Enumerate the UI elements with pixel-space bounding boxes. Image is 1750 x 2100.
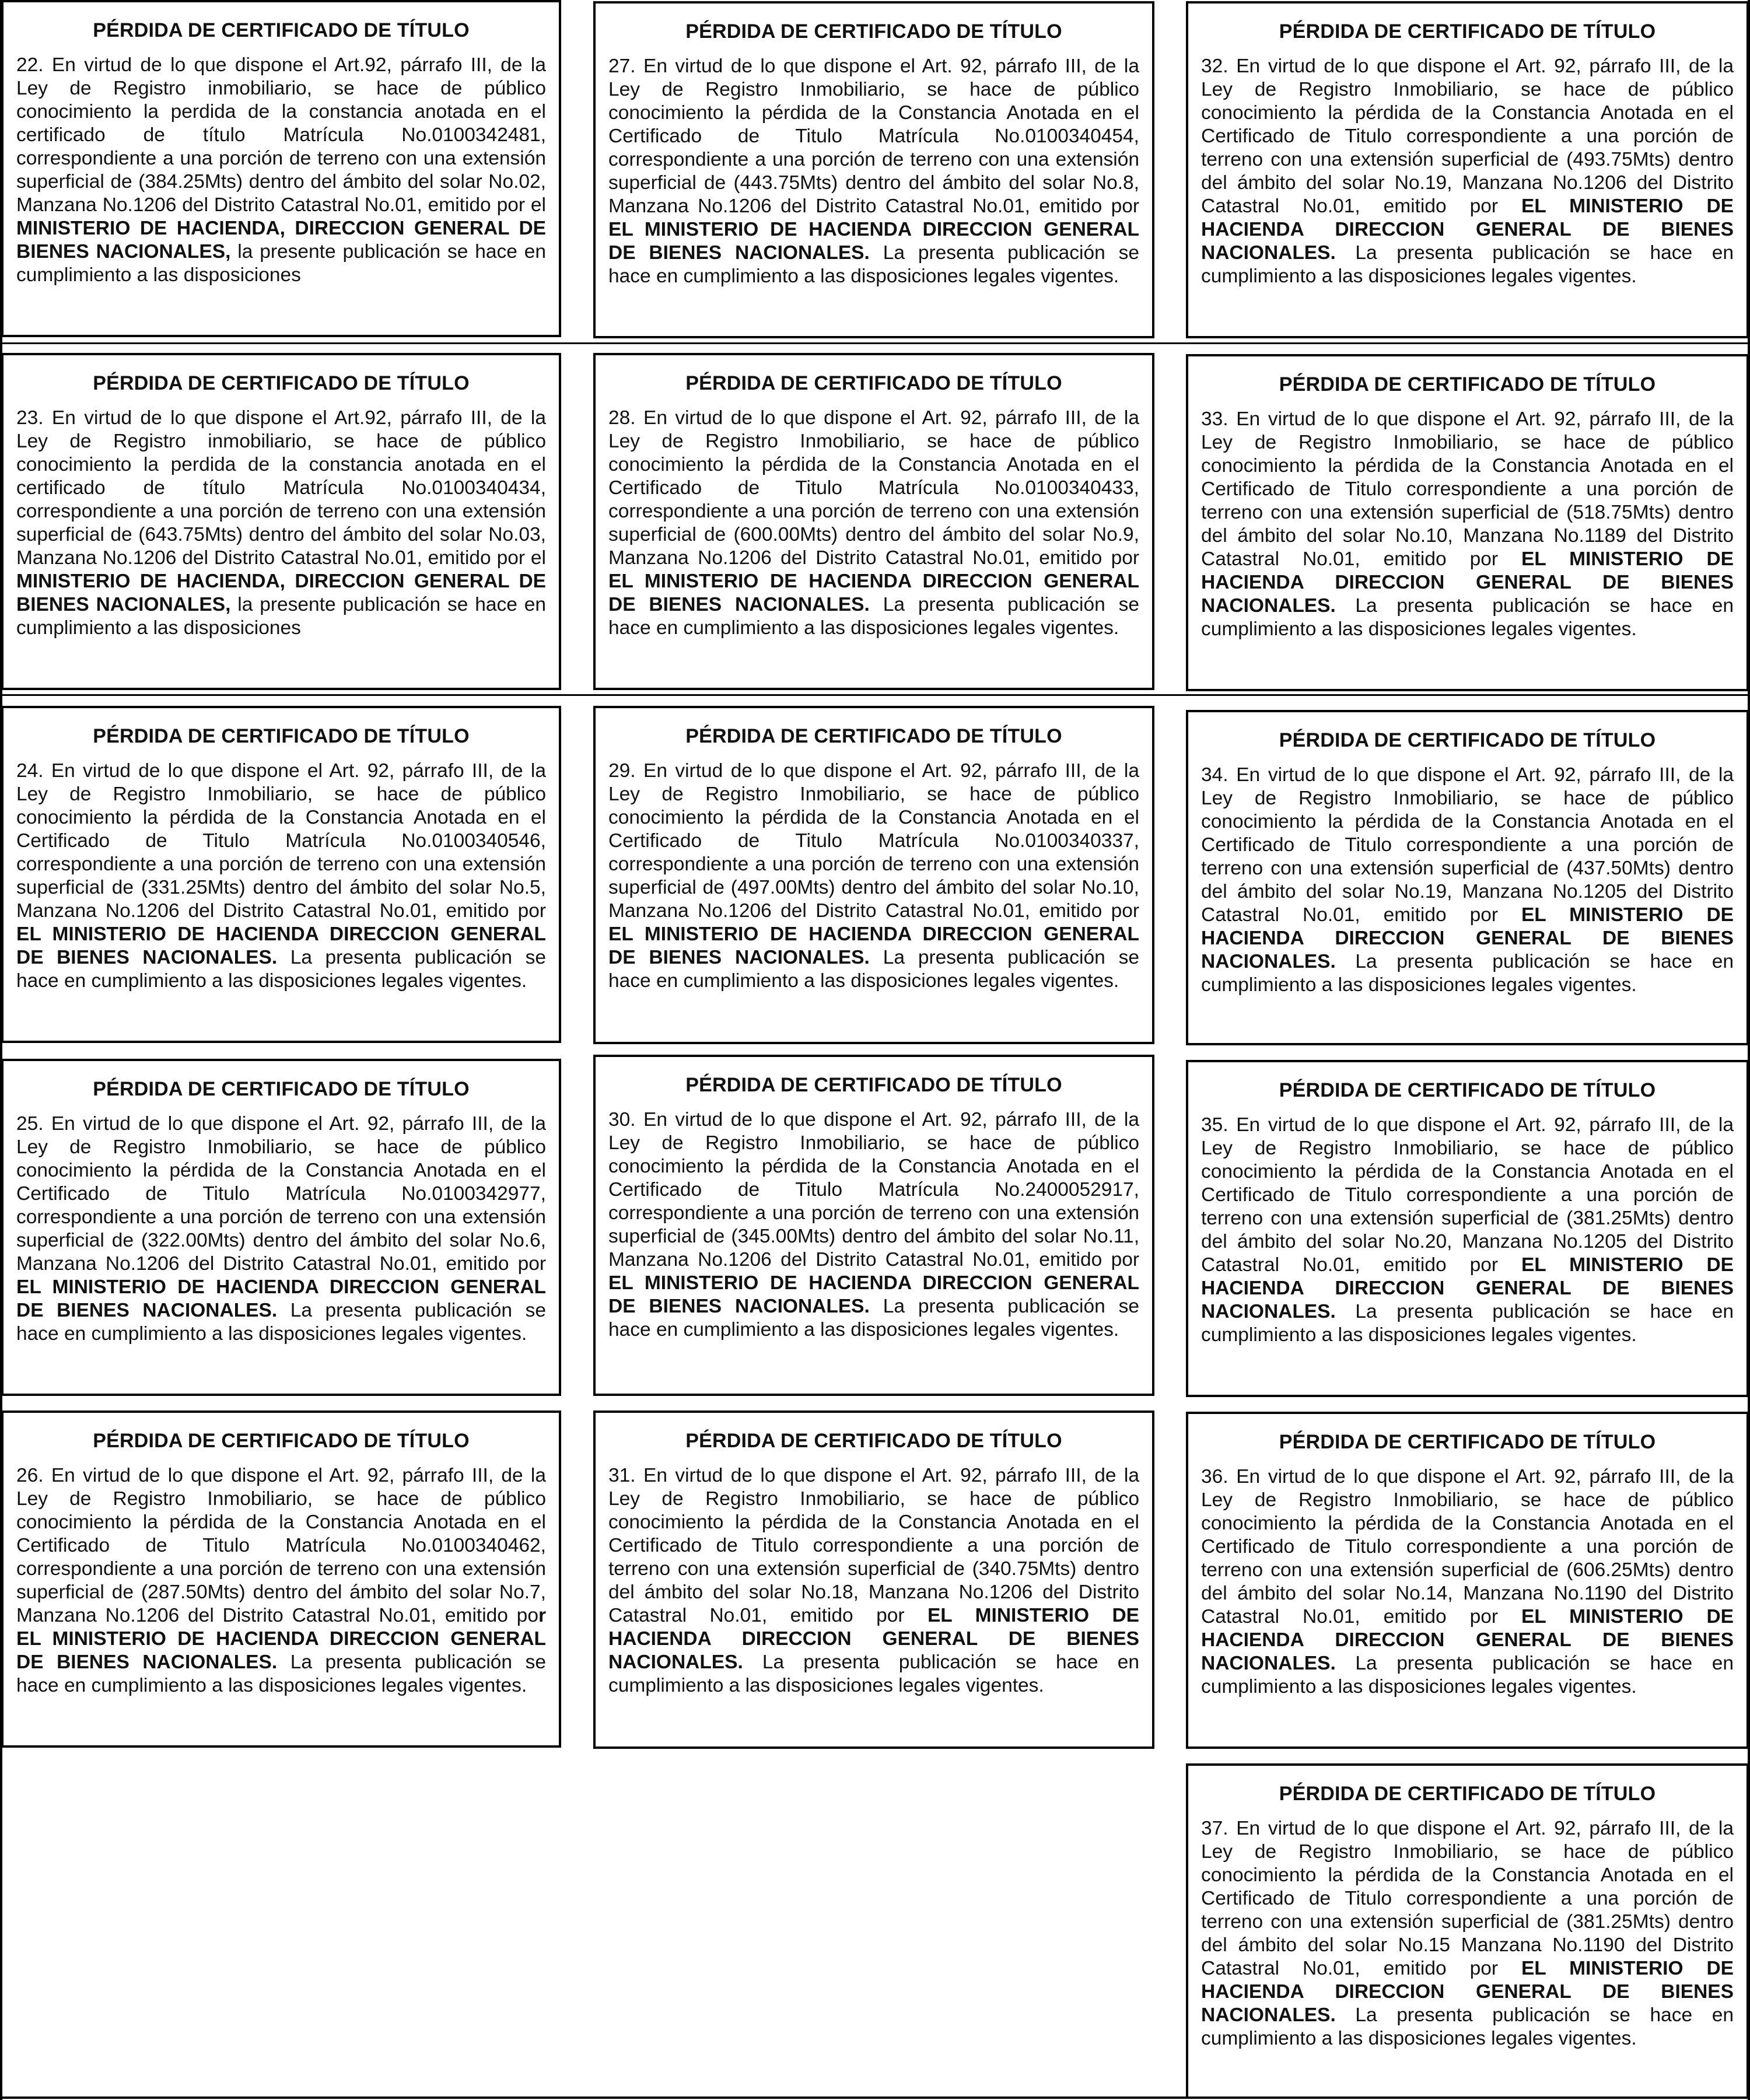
notice-issuer: EL MINISTERIO DE HACIENDA DIRECCION GENERAL DE BIENES NACIONALES. — [1201, 1958, 1734, 2026]
notice-issuer: EL MINISTERIO DE HACIENDA DIRECCION GENERAL DE BIENES NACIONALES. — [608, 923, 1139, 968]
notice-28 — [593, 353, 1154, 690]
notice-issuer: EL MINISTERIO DE HACIENDA DIRECCION GENERAL DE BIENES NACIONALES. — [1201, 1606, 1734, 1674]
notice-title: PÉRDIDA DE CERTIFICADO DE TÍTULO — [1279, 1783, 1656, 1805]
notice-text-end: La presenta publicación se hace en cumplimiento a las disposiciones legales vigentes. — [608, 594, 1139, 639]
notice-title: PÉRDIDA DE CERTIFICADO DE TÍTULO — [93, 372, 470, 394]
notice-text-end: La presenta publicación se hace en cumplimiento a las disposiciones legales vigentes. — [608, 947, 1139, 992]
notice-title: PÉRDIDA DE CERTIFICADO DE TÍTULO — [1279, 20, 1656, 43]
notice-text-start: 34. En virtud de lo que dispone el Art. 92, párrafo III, de la Ley de Registro Inmobiliario, se hace de público conocimiento la pérdida de la Constancia Anotada en el Certificado de Titulo correspondiente a una porción de terreno con una extensión superficial de (437.50Mts) dentro del ámbito del solar No.19, Manzana No.1205 del Distrito Catastral No.01, emitido por — [1201, 764, 1734, 926]
notice-26 — [1, 1410, 561, 1748]
notice-text-start: 33. En virtud de lo que dispone el Art. 92, párrafo III, de la Ley de Registro Inmobiliario, se hace de público conocimiento la pérdida de la Constancia Anotada en el Certificado de Titulo correspondiente a una porción de terreno con una extensión superficial de (518.75Mts) dentro del ámbito del solar No.10, Manzana No.1189 del Distrito Catastral No.01, emitido por — [1201, 408, 1734, 570]
row-rule-2 — [0, 694, 1750, 696]
notice-text-end: La presenta publicación se hace en cumplimiento a las disposiciones legales vigentes. — [1201, 242, 1734, 287]
notice-text-end: La presenta publicación se hace en cumplimiento a las disposiciones legales vigentes. — [1201, 595, 1734, 640]
notice-title: PÉRDIDA DE CERTIFICADO DE TÍTULO — [93, 1078, 470, 1100]
notice-issuer: EL MINISTERIO DE HACIENDA DIRECCION GENERAL DE BIENES NACIONALES. — [1201, 1254, 1734, 1322]
notice-issuer: EL MINISTERIO DE HACIENDA DIRECCION GENERAL DE BIENES NACIONALES. — [608, 570, 1139, 615]
notice-title: PÉRDIDA DE CERTIFICADO DE TÍTULO — [685, 20, 1062, 43]
notice-text-start: 26. En virtud de lo que dispone el Art. 92, párrafo III, de la Ley de Registro Inmobiliario, se hace de público conocimiento la pérdida de la Constancia Anotada en el Certificado de Titulo Matrícula No.0100340462, correspondiente a una porción de terreno con una extensión superficial de (287.50Mts) dentro del ámbito del solar No.7, Manzana No.1206 del Distrito Catastral No.01, emitido po — [16, 1465, 546, 1626]
notice-text-start: 30. En virtud de lo que dispone el Art. 92, párrafo III, de la Ley de Registro Inmobiliario, se hace de público conocimiento la pérdida de la Constancia Anotada en el Certificado de Titulo Matrícula No.2400052917, correspondiente a una porción de terreno con una extensión superficial de (345.00Mts) dentro del ámbito del solar No.11, Manzana No.1206 del Distrito Catastral No.01, emitido por — [608, 1109, 1139, 1270]
notice-title: PÉRDIDA DE CERTIFICADO DE TÍTULO — [1279, 373, 1656, 396]
notice-32 — [1186, 1, 1749, 338]
notice-text-end: La presenta publicación se hace en cumplimiento a las disposiciones legales vigentes. — [608, 242, 1139, 287]
notice-text-start: 32. En virtud de lo que dispone el Art. 92, párrafo III, de la Ley de Registro Inmobiliario, se hace de público conocimiento la pérdida de la Constancia Anotada en el Certificado de Titulo correspondiente a una porción de terreno con una extensión superficial de (493.75Mts) dentro del ámbito del solar No.19, Manzana No.1206 del Distrito Catastral No.01, emitido por — [1201, 55, 1734, 217]
notice-issuer: EL MINISTERIO DE HACIENDA DIRECCION GENERAL DE BIENES NACIONALES. — [608, 1605, 1140, 1673]
notice-text-start: 24. En virtud de lo que dispone el Art. 92, párrafo III, de la Ley de Registro Inmobiliario, se hace de público conocimiento la pérdida de la Constancia Anotada en el Certificado de Titulo Matrícula No.0100340546, correspondiente a una porción de terreno con una extensión superficial de (331.25Mts) dentro del ámbito del solar No.5, Manzana No.1206 del Distrito Catastral No.01, emitido por — [16, 760, 546, 922]
notice-36 — [1186, 1412, 1749, 1749]
notice-issuer: EL MINISTERIO DE HACIENDA DIRECCION GENERAL DE BIENES NACIONALES. — [1201, 548, 1734, 617]
notice-title: PÉRDIDA DE CERTIFICADO DE TÍTULO — [685, 725, 1062, 747]
notice-title: PÉRDIDA DE CERTIFICADO DE TÍTULO — [1279, 1431, 1656, 1453]
notice-issuer: MINISTERIO DE HACIENDA, DIRECCION GENERAL DE BIENES NACIONALES, — [16, 218, 546, 262]
notice-30 — [593, 1055, 1154, 1396]
notice-issuer: EL MINISTERIO DE HACIENDA DIRECCION GENERAL DE BIENES NACIONALES. — [16, 923, 546, 968]
notice-text-start: 23. En virtud de lo que dispone el Art.92, párrafo III, de la Ley de Registro inmobiliario, se hace de público conocimiento la perdida de la constancia anotada en el certificado de título Matrícula No.0100340434, correspondiente a una porción de terreno con una extensión superficial de (643.75Mts) dentro del ámbito del solar No.03, Manzana No.1206 del Distrito Catastral No.01, emitido por el — [16, 407, 546, 569]
notice-text-end: la presente publicación se hace en cumplimiento a las disposiciones — [16, 594, 546, 639]
notice-22 — [1, 0, 561, 337]
notice-text-start: 35. En virtud de lo que dispone el Art. 92, párrafo III, de la Ley de Registro Inmobiliario, se hace de público conocimiento la pérdida de la Constancia Anotada en el Certificado de Titulo correspondiente a una porción de terreno con una extensión superficial de (381.25Mts) dentro del ámbito del solar No.20, Manzana No.1205 del Distrito Catastral No.01, emitido por — [1201, 1114, 1734, 1276]
notice-34 — [1186, 710, 1749, 1045]
notice-body — [16, 1112, 546, 1346]
notice-body — [608, 55, 1139, 288]
notice-body — [16, 407, 546, 640]
notice-23 — [1, 353, 561, 690]
notice-body — [1201, 764, 1734, 997]
notice-33 — [1186, 354, 1749, 691]
row-rule-1 — [0, 342, 1750, 344]
notice-title: PÉRDIDA DE CERTIFICADO DE TÍTULO — [1279, 729, 1656, 751]
notice-text-start: 25. En virtud de lo que dispone el Art. 92, párrafo III, de la Ley de Registro Inmobiliario, se hace de público conocimiento la pérdida de la Constancia Anotada en el Certificado de Titulo Matrícula No.0100342977, correspondiente a una porción de terreno con una extensión superficial de (322.00Mts) dentro del ámbito del solar No.6, Manzana No.1206 del Distrito Catastral No.01, emitido por — [16, 1113, 546, 1275]
notice-text-end: La presenta publicación se hace en cumplimiento a las disposiciones legales vigentes. — [608, 1296, 1139, 1340]
notice-27 — [593, 1, 1154, 338]
notice-issuer: EL MINISTERIO DE HACIENDA DIRECCION GENERAL DE BIENES NACIONALES. — [16, 1276, 546, 1321]
notice-body — [608, 1464, 1139, 1698]
notice-text-end: La presenta publicación se hace en cumplimiento a las disposiciones legales vigentes. — [608, 1651, 1139, 1696]
notice-body — [1201, 1465, 1734, 1699]
notice-text-end: La presenta publicación se hace en cumplimiento a las disposiciones legales vigentes. — [1201, 951, 1734, 996]
notice-body — [1201, 55, 1734, 288]
notice-text-end: La presenta publicación se hace en cumplimiento a las disposiciones legales vigentes. — [16, 947, 546, 992]
notice-title: PÉRDIDA DE CERTIFICADO DE TÍTULO — [685, 1074, 1062, 1096]
notice-body — [1201, 408, 1734, 641]
notice-body — [608, 407, 1139, 640]
notice-text-end: La presenta publicación se hace en cumplimiento a las disposiciones legales vigentes. — [1201, 1301, 1734, 1346]
notice-title: PÉRDIDA DE CERTIFICADO DE TÍTULO — [685, 372, 1062, 394]
notice-text-start: 29. En virtud de lo que dispone el Art. 92, párrafo III, de la Ley de Registro Inmobiliario, se hace de público conocimiento la pérdida de la Constancia Anotada en el Certificado de Titulo Matrícula No.0100340337, correspondiente a una porción de terreno con una extensión superficial de (497.00Mts) dentro del ámbito del solar No.10, Manzana No.1206 del Distrito Catastral No.01, emitido por — [608, 760, 1139, 922]
notice-body — [608, 760, 1139, 993]
notice-text-start: 27. En virtud de lo que dispone el Art. 92, párrafo III, de la Ley de Registro Inmobiliario, se hace de público conocimiento la pérdida de la Constancia Anotada en el Certificado de Titulo Matrícula No.0100340454, correspondiente a una porción de terreno con una extensión superficial de (443.75Mts) dentro del ámbito del solar No.8, Manzana No.1206 del Distrito Catastral No.01, emitido por — [608, 55, 1139, 217]
notice-text-end: La presenta publicación se hace en cumplimiento a las disposiciones legales vigentes. — [1201, 2004, 1734, 2049]
notice-29 — [593, 706, 1154, 1044]
notice-25 — [1, 1059, 561, 1396]
notice-37 — [1186, 1763, 1749, 2099]
notice-31 — [593, 1410, 1154, 1749]
notice-body — [608, 1108, 1139, 1342]
notice-text-end: la presente publicación se hace en cumplimiento a las disposiciones — [16, 241, 546, 286]
notice-text-end: La presenta publicación se hace en cumplimiento a las disposiciones legales vigentes. — [1201, 1653, 1734, 1698]
notice-body — [16, 760, 546, 993]
notice-body — [16, 54, 546, 287]
notice-issuer: MINISTERIO DE HACIENDA, DIRECCION GENERAL DE BIENES NACIONALES, — [16, 570, 546, 615]
notice-body — [16, 1464, 546, 1698]
notice-title: PÉRDIDA DE CERTIFICADO DE TÍTULO — [685, 1430, 1062, 1452]
notice-text-end: La presenta publicación se hace en cumplimiento a las disposiciones legales vigentes. — [16, 1651, 546, 1696]
notice-title: PÉRDIDA DE CERTIFICADO DE TÍTULO — [93, 19, 470, 41]
notice-text-start: 28. En virtud de lo que dispone el Art. 92, párrafo III, de la Ley de Registro Inmobiliario, se hace de público conocimiento la pérdida de la Constancia Anotada en el Certificado de Titulo Matrícula No.0100340433, correspondiente a una porción de terreno con una extensión superficial de (600.00Mts) dentro del ámbito del solar No.9, Manzana No.1206 del Distrito Catastral No.01, emitido por — [608, 407, 1139, 569]
notice-text-start: 37. En virtud de lo que dispone el Art. 92, párrafo III, de la Ley de Registro Inmobiliario, se hace de público conocimiento la pérdida de la Constancia Anotada en el Certificado de Titulo correspondiente a una porción de terreno con una extensión superficial de (381.25Mts) dentro del ámbito del solar No.15 Manzana No.1190 del Distrito Catastral No.01, emitido por — [1201, 1818, 1734, 1979]
notice-title: PÉRDIDA DE CERTIFICADO DE TÍTULO — [93, 725, 470, 747]
notice-text-start: 36. En virtud de lo que dispone el Art. 92, párrafo III, de la Ley de Registro Inmobiliario, se hace de público conocimiento la pérdida de la Constancia Anotada en el Certificado de Titulo correspondiente a una porción de terreno con una extensión superficial de (606.25Mts) dentro del ámbito del solar No.14, Manzana No.1190 del Distrito Catastral No.01, emitido por — [1201, 1466, 1734, 1628]
notice-body — [1201, 1114, 1734, 1347]
notice-text-start: 31. En virtud de lo que dispone el Art. 92, párrafo III, de la Ley de Registro Inmobiliario, se hace de público conocimiento la pérdida de la Constancia Anotada en el Certificado de Titulo correspondiente a una porción de terreno con una extensión superficial de (340.75Mts) dentro del ámbito del solar No.18, Manzana No.1206 del Distrito Catastral No.01, emitido por — [608, 1465, 1139, 1626]
notice-issuer: EL MINISTERIO DE HACIENDA DIRECCION GENERAL DE BIENES NACIONALES. — [608, 219, 1139, 264]
notice-issuer: EL MINISTERIO DE HACIENDA DIRECCION GENERAL DE BIENES NACIONALES. — [608, 1272, 1139, 1317]
notice-issuer: EL MINISTERIO DE HACIENDA DIRECCION GENERAL DE BIENES NACIONALES. — [1201, 195, 1734, 264]
notice-text-start: 22. En virtud de lo que dispone el Art.92, párrafo III, de la Ley de Registro inmobiliario, se hace de público conocimiento la perdida de la constancia anotada en el certificado de título Matrícula No.0100342481, correspondiente a una porción de terreno con una extensión superficial de (384.25Mts) dentro del ámbito del solar No.02, Manzana No.1206 del Distrito Catastral No.01, emitido por el — [16, 54, 546, 216]
notice-title: PÉRDIDA DE CERTIFICADO DE TÍTULO — [93, 1430, 470, 1452]
notice-title: PÉRDIDA DE CERTIFICADO DE TÍTULO — [1279, 1079, 1656, 1101]
notice-issuer: r EL MINISTERIO DE HACIENDA DIRECCION GENERAL DE BIENES NACIONALES. — [16, 1605, 546, 1673]
notice-issuer: EL MINISTERIO DE HACIENDA DIRECCION GENERAL DE BIENES NACIONALES. — [1201, 904, 1734, 972]
notice-24 — [1, 706, 561, 1043]
notice-body — [1201, 1817, 1734, 2050]
notice-text-end: La presenta publicación se hace en cumplimiento a las disposiciones legales vigentes. — [16, 1300, 546, 1345]
notice-35 — [1186, 1060, 1749, 1397]
